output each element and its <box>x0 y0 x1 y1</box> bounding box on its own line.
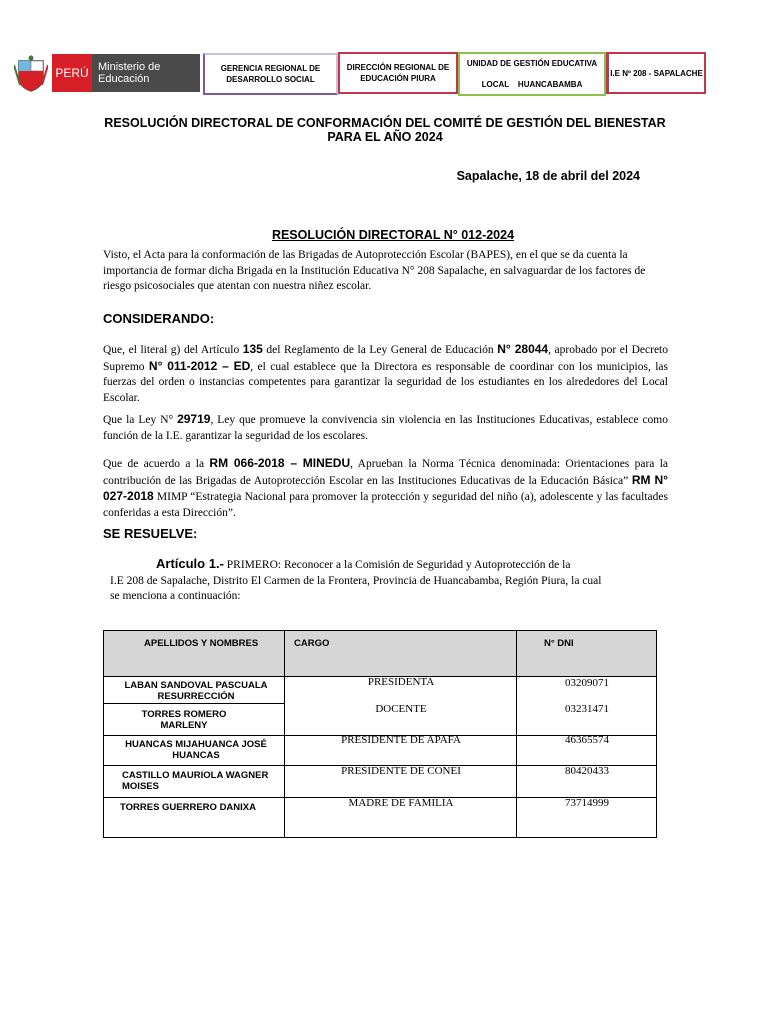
header-box-ie: I.E Nº 208 - SAPALACHE <box>606 52 706 94</box>
header-box-ugel <box>458 52 606 96</box>
articulo-paragraph: Artículo 1.- PRIMERO: Reconocer a la Comisión de Seguridad y Autoprotección de la I.E 208 de Sapalache, Distrito El Carmen de la Frontera, Provincia de Huancabamba, Región Piura, la cual se menciona a continuación: <box>110 556 602 602</box>
articulo-label: Artículo 1.- <box>156 556 224 571</box>
peru-coat-of-arms-icon <box>14 55 48 93</box>
considerando-paragraph-3: Que de acuerdo a la RM 066-2018 – MINEDU, Aprueban la Norma Técnica denominada: Orientaciones para la contribución de las Brigadas de Autoprotección Escolar en las Instituciones Educativas de la Educación Básica” RM N° 027-2018 MIMP “Estrategia Nacional para promover la protección y seguridad del niño (a), adolescente y las facultades conferidas a esta Dirección”. <box>103 456 669 519</box>
resuelve-heading: SE RESUELVE: <box>103 526 198 541</box>
document-title: RESOLUCIÓN DIRECTORAL DE CONFORMACIÓN DEL COMITÉ DE GESTIÓN DEL BIENESTAR PARA EL AÑO 2024 <box>104 116 666 144</box>
header-box-gerencia: GERENCIA REGIONAL DE DESARROLLO SOCIAL <box>203 53 338 95</box>
members-table: APELLIDOS Y NOMBRES CARGO N° DNI LABAN SANDOVAL PASCUALA RESURRECCIÓN PRESIDENTA 03209071 TORRES ROMERO MARLENY DOCENTE 03231471 HUANCAS MIJAHUANCA JOSÉ HUANCAS PRESIDENTE DE APAFA 46365574 CASTILLO MAURIOLA WAGNER MOISES PRESIDENTE DE CONEI 80420433 TORRES GUERRERO DANIXA MADRE DE FAMILIA 73714999 <box>103 630 657 838</box>
visto-paragraph: Visto, el Acta para la conformación de las Brigadas de Autoprotección Escolar (BAPES), en el que se da cuenta la importancia de formar dicha Brigada en la Institución Educativa N° 208 Sapalache, en salvaguardar de los factores de riesgo psicosociales que atentan con nuestra niñez escolar. <box>103 249 646 292</box>
header-dni: N° DNI <box>544 638 574 649</box>
header-box-direccion: DIRECCIÓN REGIONAL DE EDUCACIÓN PIURA <box>338 52 458 94</box>
peru-logo: PERÚ <box>52 54 92 92</box>
header-cargo: CARGO <box>294 638 330 649</box>
considerando-paragraph-1: Que, el literal g) del Artículo 135 del Reglamento de la Ley General de Educación N° 28044, aprobado por el Decreto Supremo N° 011-2012 – ED, el cual establece que la Directora es responsable de coordinar con los municipios, las fuerzas del orden o instancias competentes para garantizar la seguridad de los estudiantes en los alrededores del Local Escolar. <box>103 342 669 404</box>
ministry-logo: Ministerio de Educación <box>92 54 200 92</box>
table-header <box>104 631 656 677</box>
ugel-line-2: LOCAL HUANCABAMBA <box>481 80 583 89</box>
considerando-heading: CONSIDERANDO: <box>103 311 215 326</box>
considerando-paragraph-2: Que la Ley N° 29719, Ley que promueve la convivencia sin violencia en las Instituciones Educativas, establece como función de la I.E. garantizar la seguridad de los escolares. <box>103 412 668 442</box>
resolution-number: RESOLUCIÓN DIRECTORAL N° 012-2024 <box>271 228 515 242</box>
document-date: Sapalache, 18 de abril del 2024 <box>456 169 640 183</box>
ugel-line-1: UNIDAD DE GESTIÓN EDUCATIVA <box>466 59 598 68</box>
header-name: APELLIDOS Y NOMBRES <box>144 638 259 649</box>
